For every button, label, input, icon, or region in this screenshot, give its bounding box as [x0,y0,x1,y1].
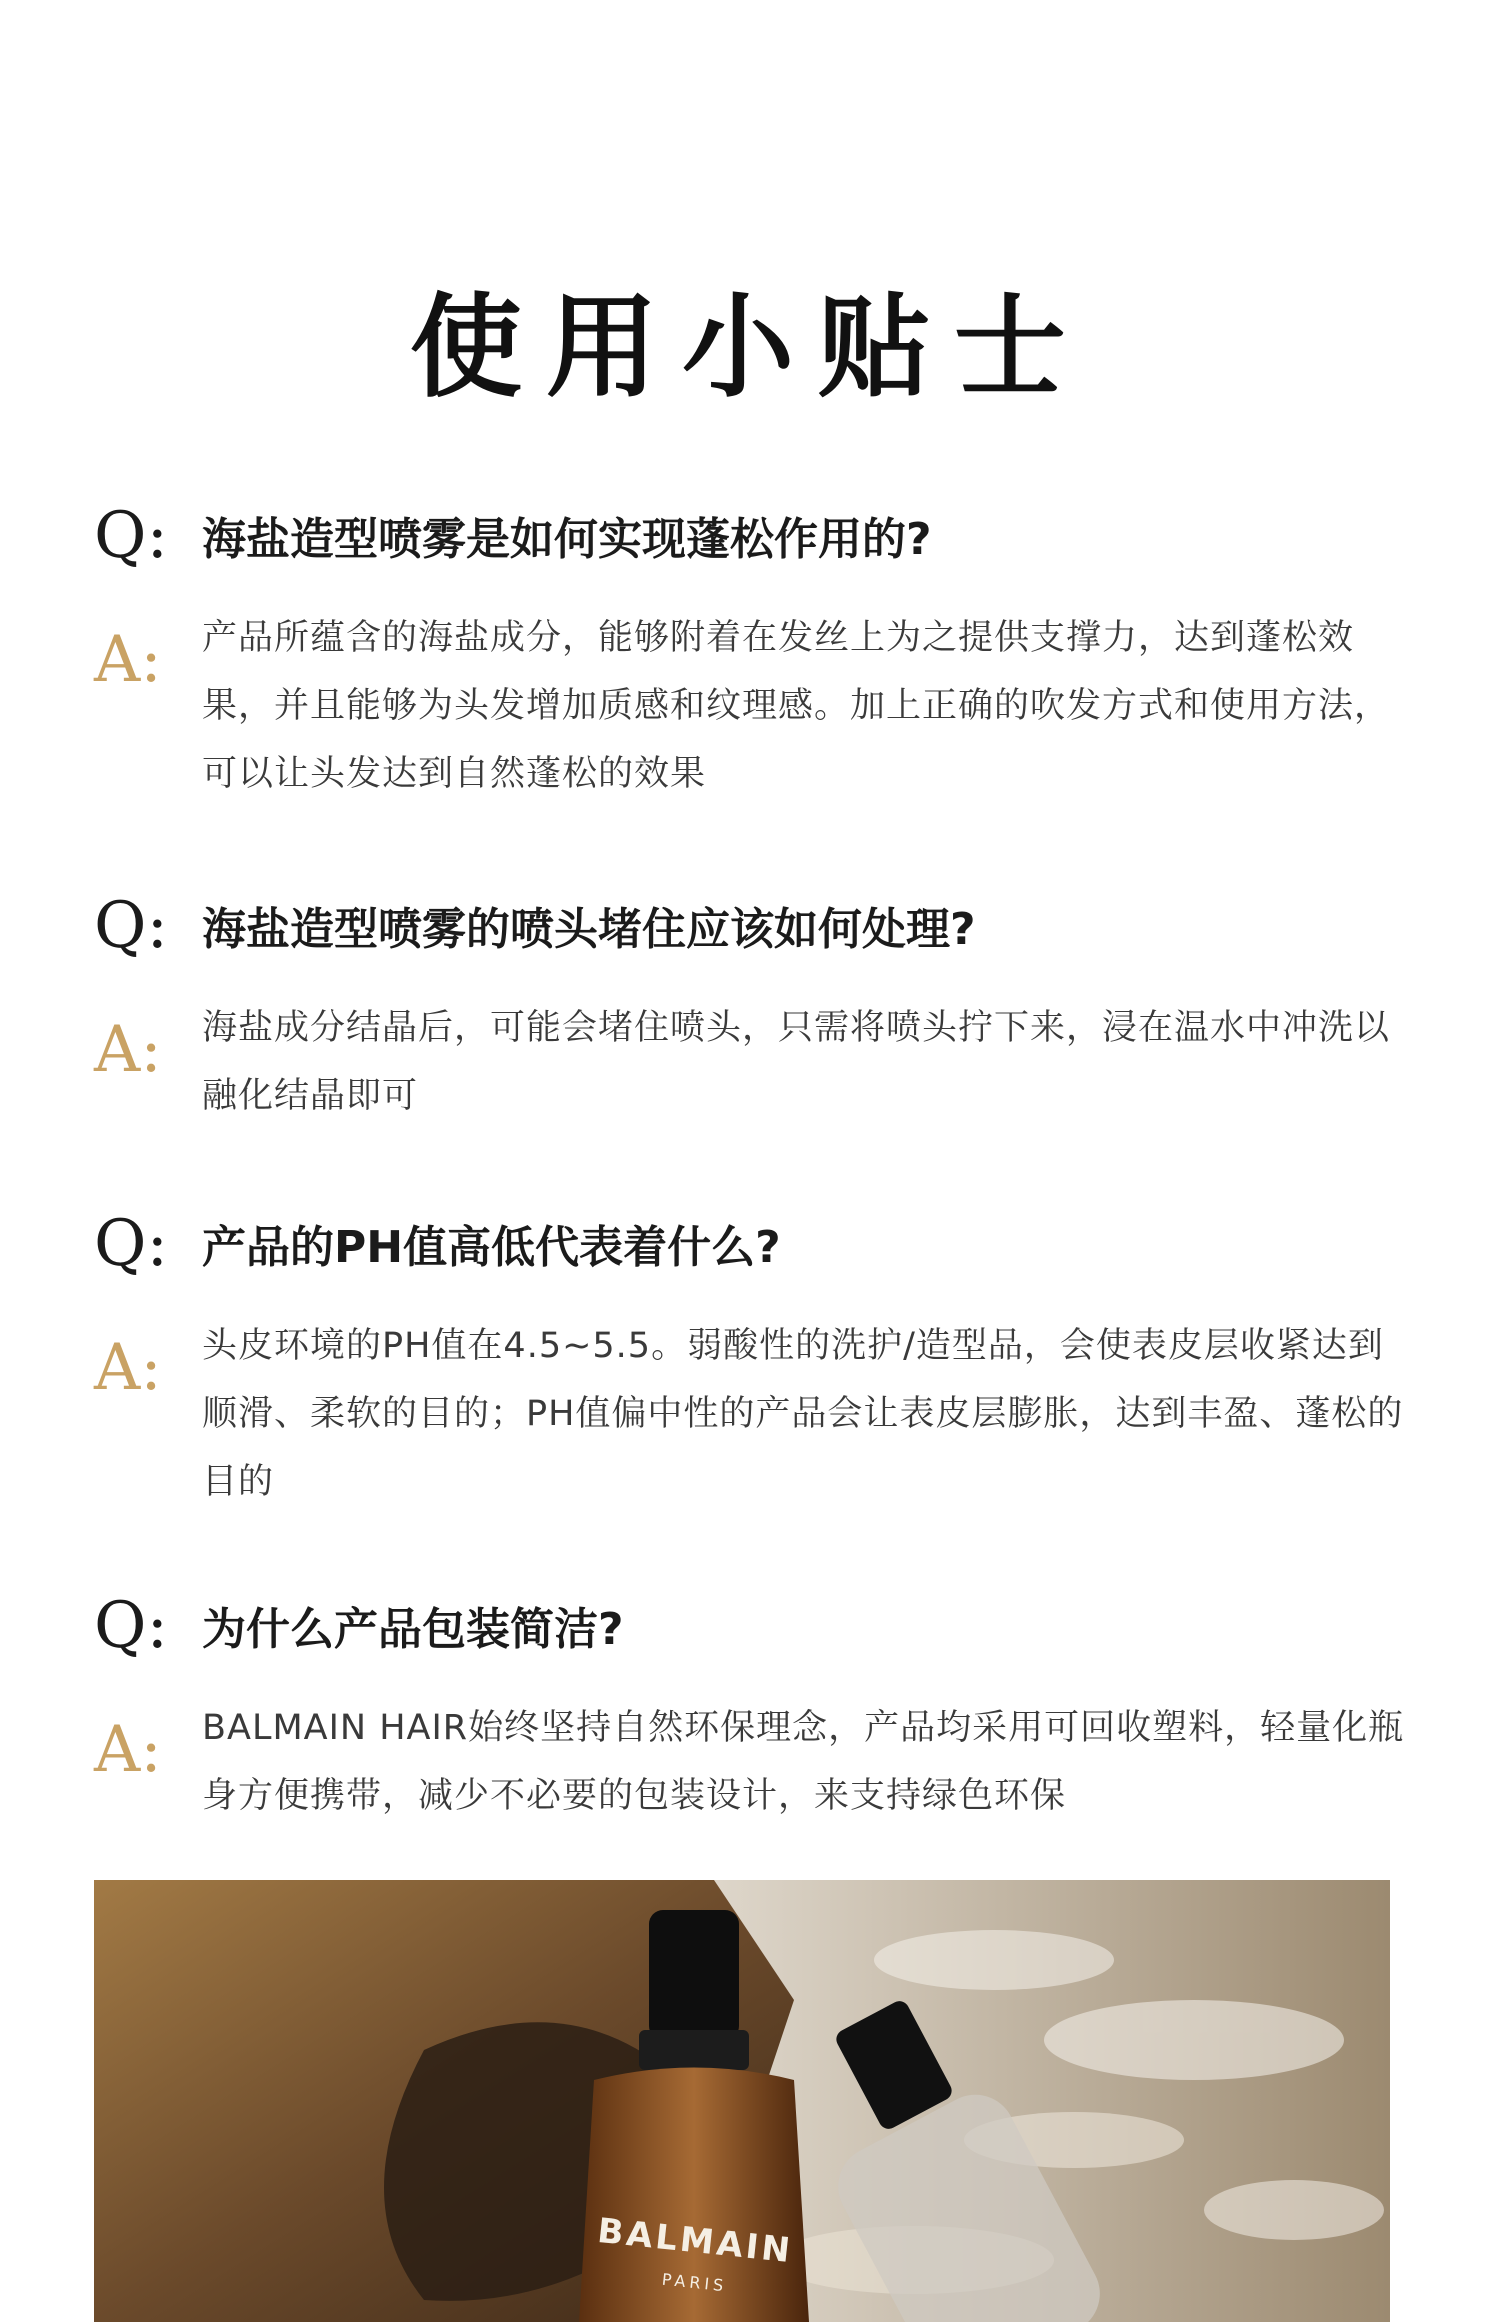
question-text: 海盐造型喷雾是如何实现蓬松作用的? [202,514,932,565]
question-text: 海盐造型喷雾的喷头堵住应该如何处理? [202,904,976,955]
bottle-brand-label: BALMAIN [595,2210,795,2272]
question-marker: Q: [94,1589,169,1663]
answer-text: BALMAIN HAIR始终坚持自然环保理念，产品均采用可回收塑料，轻量化瓶身方便携带，减少不必要的包装设计，来支持绿色环保 [202,1708,1405,1816]
question-marker: Q: [94,1207,169,1281]
page-title: 使用小贴士 [410,283,1090,413]
answer-text: 头皮环境的PH值在4.5~5.5。弱酸性的洗护/造型品，会使表皮层收紧达到顺滑、柔软的目的；PH值偏中性的产品会让表皮层膨胀，达到丰盈、蓬松的目的 [202,1326,1404,1502]
bottle-cap [649,1910,739,2040]
answer-text: 海盐成分结晶后，可能会堵住喷头，只需将喷头拧下来，浸在温水中冲洗以融化结晶即可 [202,1008,1391,1116]
bottle-city-label: PARIS [660,2269,729,2296]
product-photo-illustration [94,1880,1390,2322]
question-text: 产品的PH值高低代表着什么? [202,1222,781,1273]
faq-item-2 [94,889,1414,1130]
answer-marker: A: [94,623,162,697]
question-marker: Q: [94,499,169,573]
faq-item-3 [94,1207,1414,1516]
faq-item-4 [94,1589,1414,1830]
product-photo [94,1880,1390,2322]
answer-marker: A: [94,1013,162,1087]
answer-marker: A: [94,1331,162,1405]
answer-marker: A: [94,1713,162,1787]
faq-item-1 [94,499,1414,808]
answer-text: 产品所蕴含的海盐成分，能够附着在发丝上为之提供支撑力，达到蓬松效果，并且能够为头发增加质感和纹理感。加上正确的吹发方式和使用方法，可以让头发达到自然蓬松的效果 [202,618,1391,794]
question-text: 为什么产品包装简洁? [202,1604,624,1655]
question-marker: Q: [94,889,169,963]
